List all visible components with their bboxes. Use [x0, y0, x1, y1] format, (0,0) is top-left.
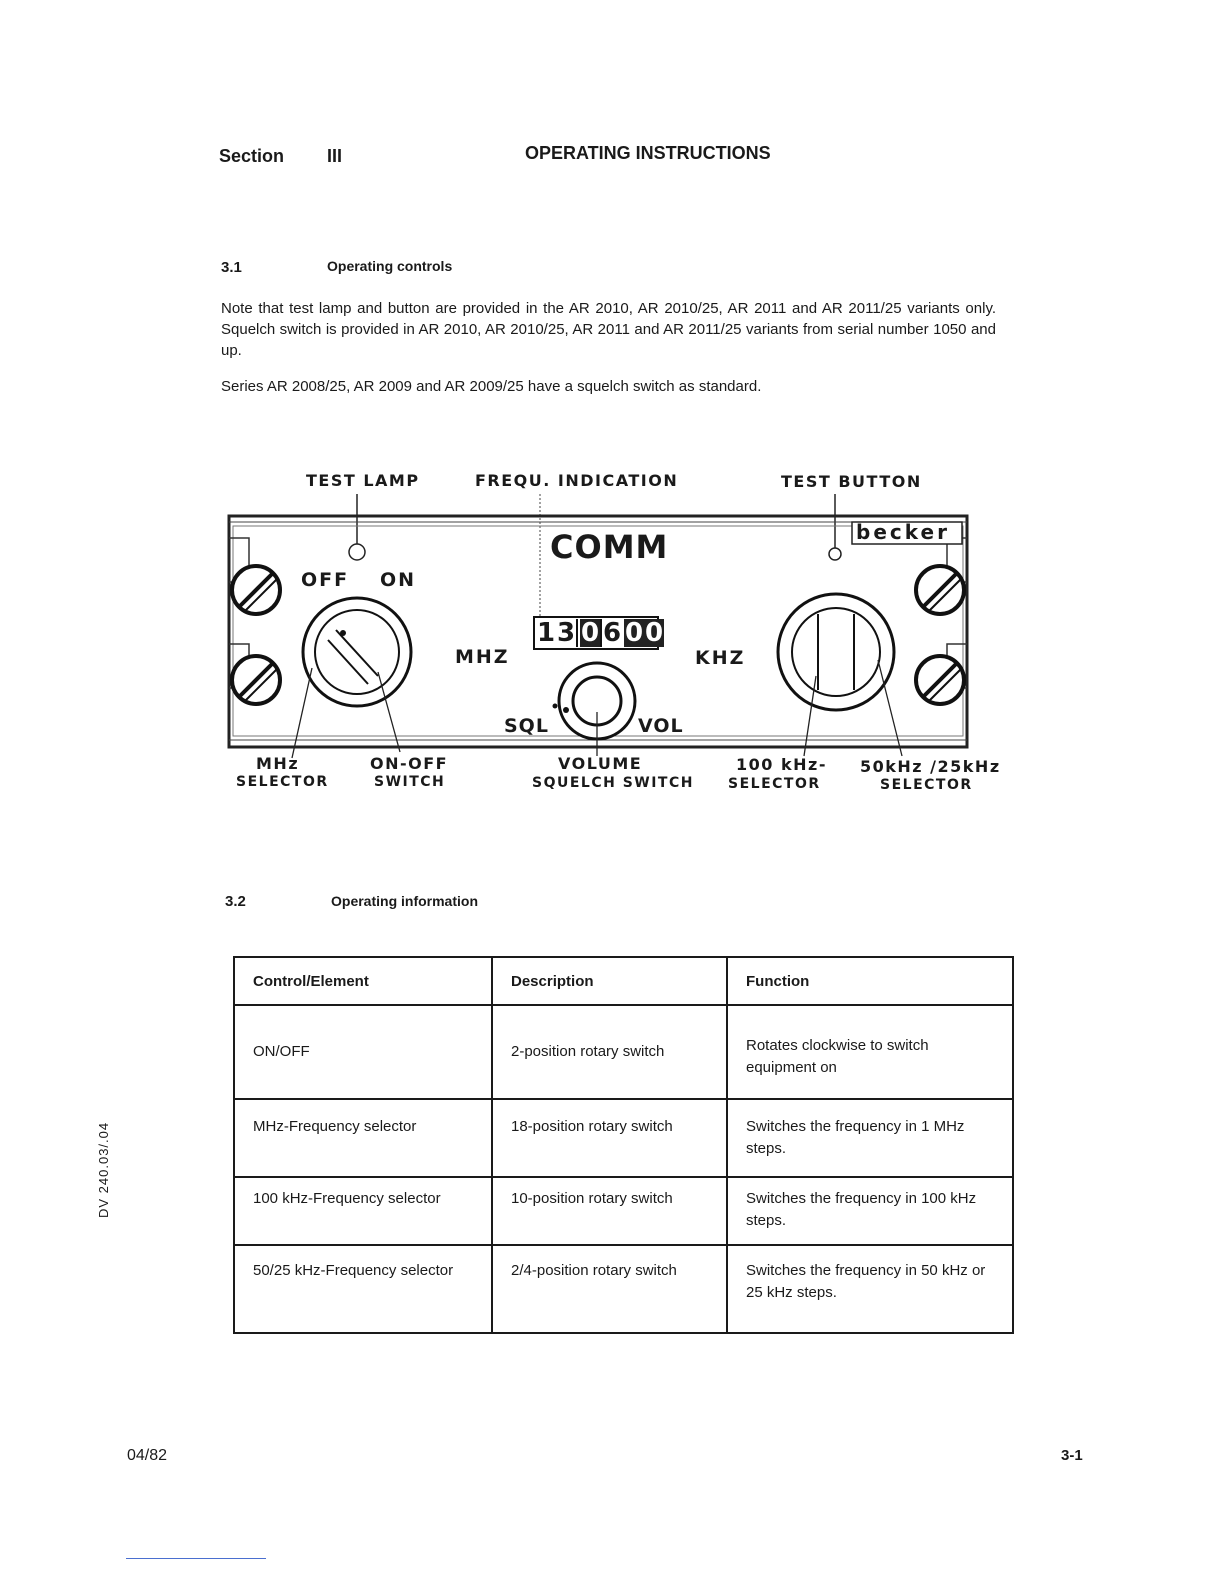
table-row: [234, 1099, 1013, 1177]
volume-knob-icon: [553, 663, 636, 739]
freq-digit: 0: [644, 618, 664, 648]
cell-description: 2-position rotary switch: [492, 1005, 727, 1099]
off-label: OFF: [301, 569, 350, 591]
header-control: Control/Element: [234, 957, 492, 1005]
label-onoff-2: SWITCH: [374, 774, 446, 790]
doc-code: DV 240.03/.04: [96, 1121, 111, 1218]
section-number: III: [327, 146, 343, 166]
section-3-2-title: Operating information: [331, 893, 478, 909]
footer-date: 04/82: [127, 1447, 168, 1464]
table-row: [234, 1005, 1013, 1099]
section-3-1-title: Operating controls: [327, 258, 453, 274]
footer-rule: [126, 1558, 266, 1559]
label-test-lamp: TEST LAMP: [306, 471, 420, 490]
vol-label: VOL: [638, 715, 684, 737]
screw-top-left-icon: [232, 566, 280, 614]
cell-control: 100 kHz-Frequency selector: [234, 1177, 492, 1245]
cell-function: Switches the frequency in 100 kHz steps.: [727, 1177, 1013, 1245]
label-mhz-selector-2: SELECTOR: [236, 774, 329, 790]
khz-knob-icon: [778, 594, 894, 710]
label-volume-2: SQUELCH SWITCH: [532, 775, 694, 791]
section-3-2-number: 3.2: [225, 893, 246, 910]
mode-label: COMM: [550, 528, 669, 566]
operating-info-table: [233, 956, 1014, 1334]
label-volume-1: VOLUME: [558, 754, 643, 773]
freq-digit: 0: [580, 618, 600, 648]
label-mhz-selector-1: MHz: [256, 754, 300, 773]
footer-page-number: 3-1: [1061, 1447, 1083, 1464]
freq-digit: 1: [536, 618, 556, 648]
label-100khz-2: SELECTOR: [728, 776, 821, 792]
cell-function: Switches the frequency in 50 kHz or 25 kHz steps.: [727, 1245, 1013, 1333]
mhz-knob-icon: [303, 598, 411, 706]
cell-control: MHz-Frequency selector: [234, 1099, 492, 1177]
table-header-row: [234, 957, 1013, 1005]
label-50khz-2: SELECTOR: [880, 777, 973, 793]
section-label: Section: [219, 146, 285, 166]
brand-logo: becker: [856, 520, 950, 544]
table-row: [234, 1177, 1013, 1245]
header-description: Description: [492, 957, 727, 1005]
cell-description: 10-position rotary switch: [492, 1177, 727, 1245]
cell-description: 2/4-position rotary switch: [492, 1245, 727, 1333]
on-label: ON: [380, 569, 417, 591]
table-row: [234, 1245, 1013, 1333]
paragraph-note: Note that test lamp and button are provided in the AR 2010, AR 2010/25, AR 2011 and AR 2011/25 variants only. Squelch switch is provided in AR 2010, AR 2010/25, AR 2011 and AR 2011/25 variants from serial number 1050 and up.: [221, 300, 996, 359]
mhz-label: MHZ: [455, 646, 510, 668]
khz-label: KHZ: [695, 647, 746, 669]
screw-top-right-icon: [916, 566, 964, 614]
cell-control: ON/OFF: [234, 1005, 492, 1099]
label-frequ-indication: FREQU. INDICATION: [475, 471, 679, 490]
freq-digit: 6: [600, 619, 622, 647]
test-button-icon: [829, 548, 841, 560]
cell-control: 50/25 kHz-Frequency selector: [234, 1245, 492, 1333]
cell-description: 18-position rotary switch: [492, 1099, 727, 1177]
label-50khz-1: 50kHz /25kHz: [860, 757, 1001, 776]
label-100khz-1: 100 kHz-: [736, 755, 827, 774]
page-title: OPERATING INSTRUCTIONS: [525, 143, 771, 163]
sql-label: SQL: [504, 715, 549, 737]
screw-bottom-right-icon: [916, 656, 964, 704]
header-function: Function: [727, 957, 1013, 1005]
paragraph-series: Series AR 2008/25, AR 2009 and AR 2009/25 have a squelch switch as standard.: [221, 378, 762, 395]
label-test-button: TEST BUTTON: [781, 472, 922, 491]
leader-mhz-selector: [292, 668, 312, 758]
label-onoff-1: ON-OFF: [370, 754, 449, 773]
screw-bottom-left-icon: [232, 656, 280, 704]
freq-digit: 0: [624, 618, 644, 648]
section-3-1-number: 3.1: [221, 259, 242, 276]
freq-digit: 3: [556, 619, 578, 647]
cell-function: Switches the frequency in 1 MHz steps.: [727, 1099, 1013, 1177]
frequency-digits: [536, 619, 664, 647]
cell-function: Rotates clockwise to switch equipment on: [727, 1005, 1013, 1099]
test-lamp-icon: [349, 544, 365, 560]
